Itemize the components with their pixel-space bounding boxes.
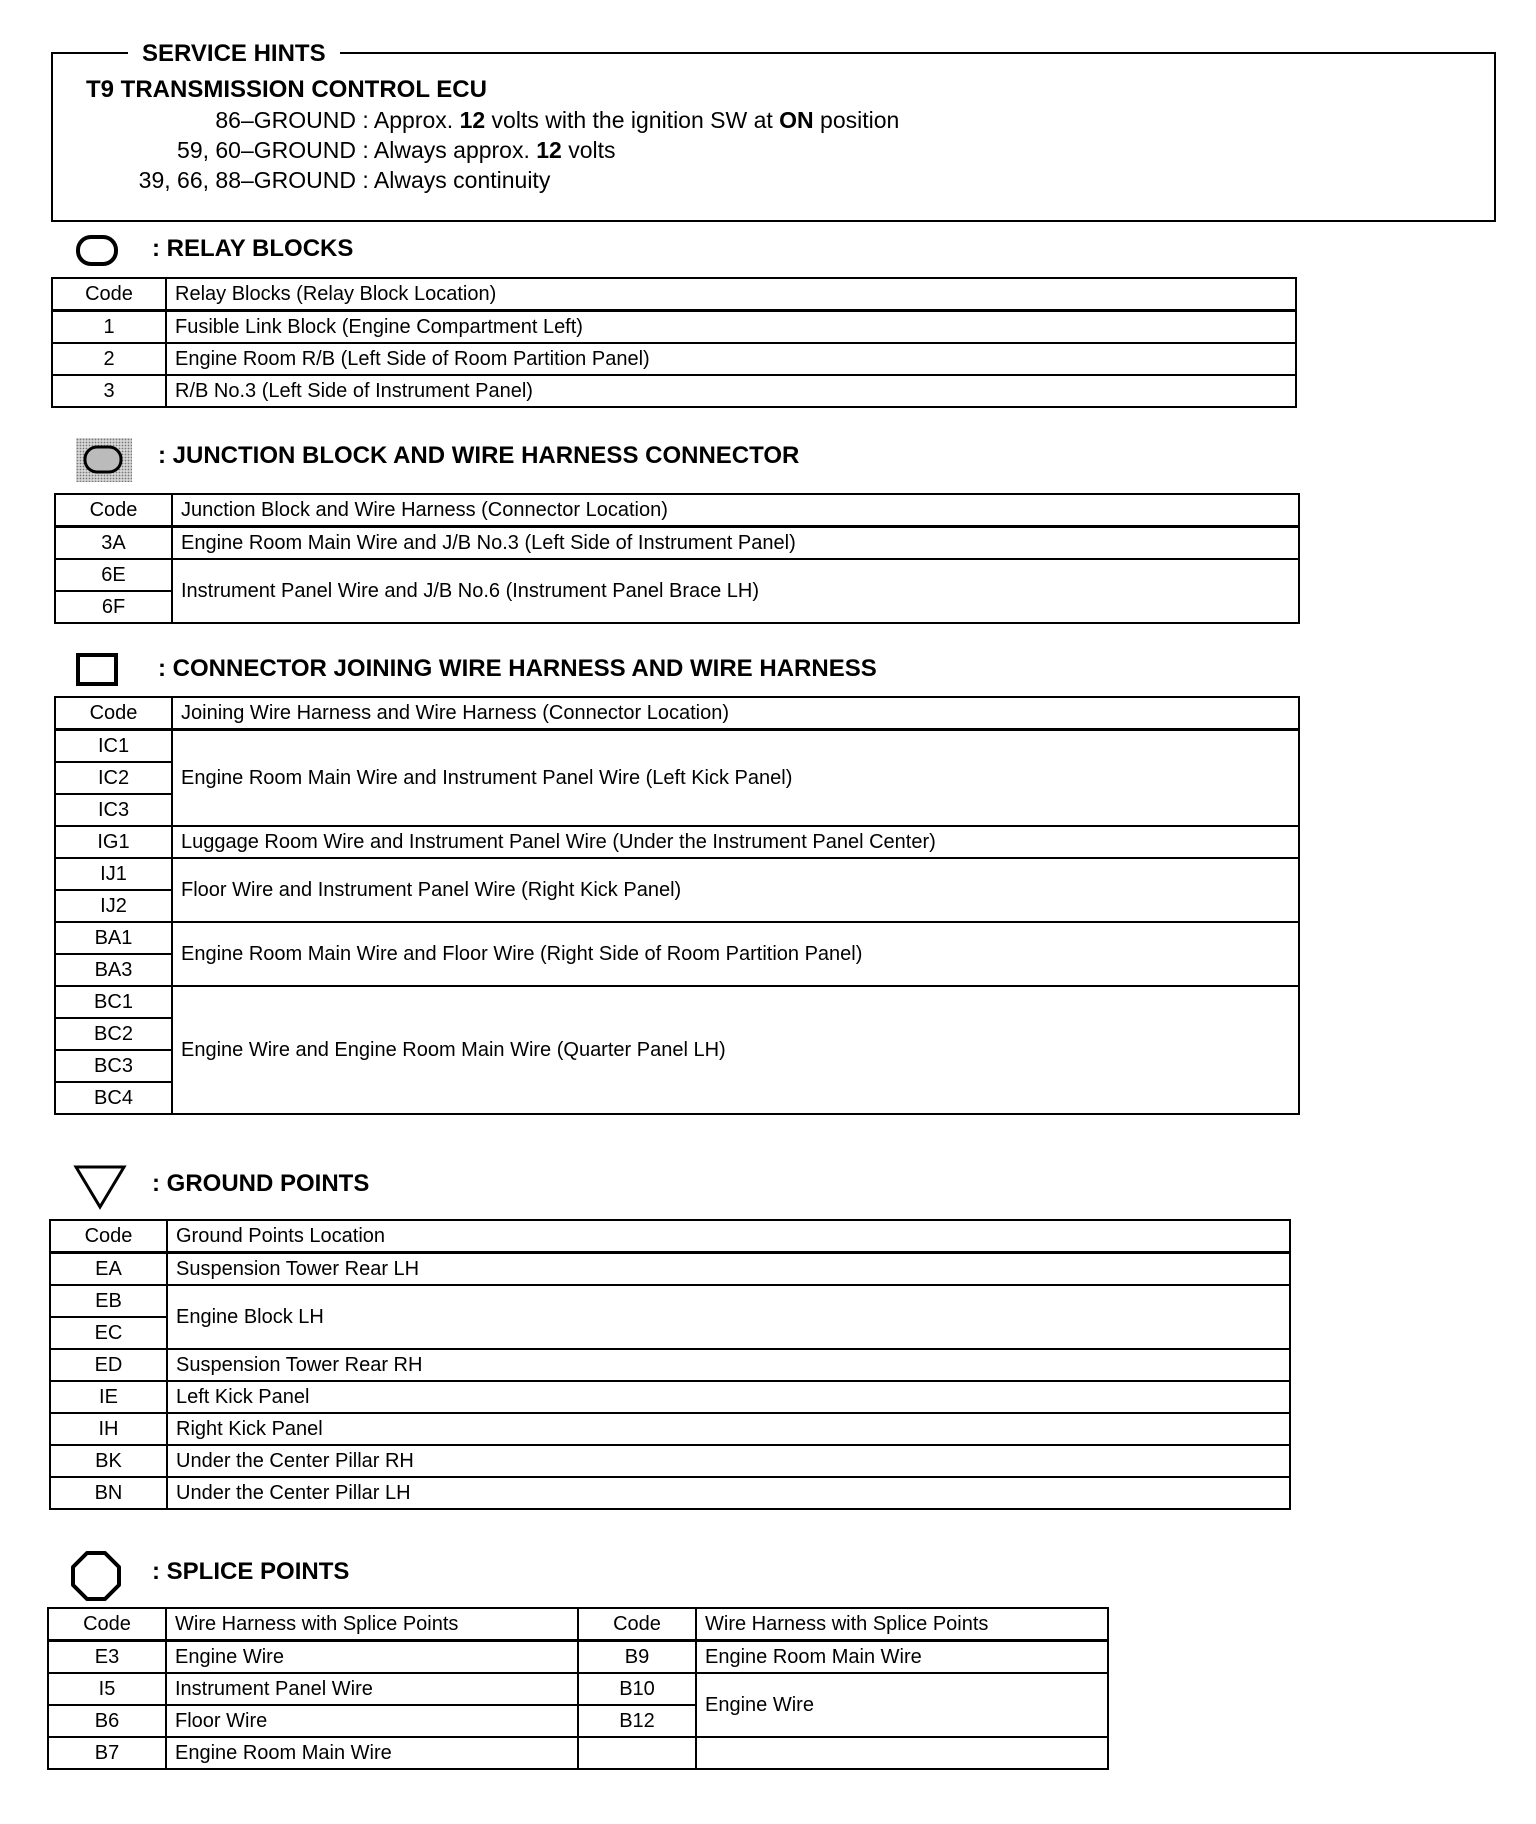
hint-line: [86, 167, 550, 194]
column-header-description: Relay Blocks (Relay Block Location): [166, 278, 1296, 311]
code-cell: 6E: [55, 559, 172, 591]
hint-line: [86, 137, 616, 164]
table-row: [50, 1445, 1290, 1477]
wire-harness-cell: Engine Room Main Wire: [696, 1641, 1108, 1674]
table-header-row: [50, 1220, 1290, 1253]
column-header-code: Code: [55, 494, 172, 527]
code-cell: 3A: [55, 527, 172, 560]
hint-text: Always continuity: [373, 167, 551, 193]
location-cell: R/B No.3 (Left Side of Instrument Panel): [166, 375, 1296, 407]
location-cell: Engine Room Main Wire and Instrument Panel Wire (Left Kick Panel): [172, 730, 1299, 827]
location-cell: Engine Room R/B (Left Side of Room Partition Panel): [166, 343, 1296, 375]
table-header-row: [55, 494, 1299, 527]
column-header-description: Wire Harness with Splice Points: [696, 1608, 1108, 1641]
code-cell: 1: [52, 311, 166, 344]
code-cell: EA: [50, 1253, 167, 1286]
wire-harness-cell: Engine Wire: [696, 1673, 1108, 1737]
column-header-code: Code: [52, 278, 166, 311]
hint-colon: :: [356, 107, 374, 133]
code-cell: IE: [50, 1381, 167, 1413]
table-row: [55, 559, 1299, 591]
code-cell: ED: [50, 1349, 167, 1381]
hint-text: Approx.: [373, 107, 460, 133]
location-cell: Floor Wire and Instrument Panel Wire (Right Kick Panel): [172, 858, 1299, 922]
location-cell: Engine Room Main Wire and J/B No.3 (Left Side of Instrument Panel): [172, 527, 1299, 560]
location-cell: Under the Center Pillar LH: [167, 1477, 1290, 1509]
code-cell: B9: [578, 1641, 696, 1674]
table-row: [52, 375, 1296, 407]
code-cell: B10: [578, 1673, 696, 1705]
table-row: [55, 858, 1299, 890]
junction-block-icon: [76, 438, 132, 482]
code-cell: BC2: [55, 1018, 172, 1050]
hint-text: position: [813, 107, 900, 133]
code-cell: B7: [48, 1737, 166, 1769]
column-header-code: Code: [578, 1608, 696, 1641]
connectors-heading: : CONNECTOR JOINING WIRE HARNESS AND WIRE HARNESS: [158, 655, 877, 682]
column-header-description: Wire Harness with Splice Points: [166, 1608, 578, 1641]
location-cell: Suspension Tower Rear RH: [167, 1349, 1290, 1381]
splice-points-heading: : SPLICE POINTS: [152, 1558, 350, 1585]
table-row: [55, 730, 1299, 763]
code-cell: IJ1: [55, 858, 172, 890]
location-cell: Engine Block LH: [167, 1285, 1290, 1349]
table-row: [55, 986, 1299, 1018]
table-header-row: [55, 697, 1299, 730]
wire-harness-cell: Engine Room Main Wire: [166, 1737, 578, 1769]
code-cell: BN: [50, 1477, 167, 1509]
hint-text: volts: [561, 137, 616, 163]
hint-pins: 59, 60–GROUND: [177, 137, 356, 163]
code-cell: 2: [52, 343, 166, 375]
table-row: [48, 1673, 1108, 1705]
code-cell: IC3: [55, 794, 172, 826]
splice-points-table: [47, 1607, 1109, 1770]
connector-icon: [75, 652, 121, 688]
column-header-description: Junction Block and Wire Harness (Connector Location): [172, 494, 1299, 527]
table-row: [52, 343, 1296, 375]
junction-blocks-heading: : JUNCTION BLOCK AND WIRE HARNESS CONNECTOR: [158, 442, 800, 469]
code-cell: BC4: [55, 1082, 172, 1114]
location-cell: Left Kick Panel: [167, 1381, 1290, 1413]
code-cell: IH: [50, 1413, 167, 1445]
relay-blocks-heading: : RELAY BLOCKS: [152, 235, 354, 262]
column-header-code: Code: [48, 1608, 166, 1641]
code-cell: B6: [48, 1705, 166, 1737]
table-row: [50, 1285, 1290, 1317]
empty-cell: [578, 1737, 696, 1769]
hint-pins: 86–GROUND: [215, 107, 356, 133]
hint-colon: :: [356, 137, 374, 163]
column-header-description: Joining Wire Harness and Wire Harness (Connector Location): [172, 697, 1299, 730]
location-cell: Fusible Link Block (Engine Compartment Left): [166, 311, 1296, 344]
code-cell: E3: [48, 1641, 166, 1674]
wire-harness-cell: Floor Wire: [166, 1705, 578, 1737]
code-cell: IJ2: [55, 890, 172, 922]
code-cell: BC1: [55, 986, 172, 1018]
table-header-row: [52, 278, 1296, 311]
table-row: [55, 922, 1299, 954]
location-cell: Suspension Tower Rear LH: [167, 1253, 1290, 1286]
location-cell: Right Kick Panel: [167, 1413, 1290, 1445]
hint-colon: :: [356, 167, 374, 193]
hint-pins: 39, 66, 88–GROUND: [138, 167, 356, 193]
location-cell: Engine Wire and Engine Room Main Wire (Quarter Panel LH): [172, 986, 1299, 1114]
code-cell: BA1: [55, 922, 172, 954]
junction-blocks-table: [54, 493, 1300, 624]
code-cell: B12: [578, 1705, 696, 1737]
table-row: [48, 1641, 1108, 1674]
table-row: [50, 1477, 1290, 1509]
location-cell: Under the Center Pillar RH: [167, 1445, 1290, 1477]
location-cell: Engine Room Main Wire and Floor Wire (Right Side of Room Partition Panel): [172, 922, 1299, 986]
ecu-title: T9 TRANSMISSION CONTROL ECU: [86, 76, 487, 103]
hint-line: [86, 107, 899, 134]
relay-block-icon: [75, 234, 121, 268]
code-cell: 3: [52, 375, 166, 407]
code-cell: BC3: [55, 1050, 172, 1082]
location-cell: Instrument Panel Wire and J/B No.6 (Instrument Panel Brace LH): [172, 559, 1299, 623]
table-row: [55, 826, 1299, 858]
hint-value: 12: [536, 137, 562, 163]
table-row: [52, 311, 1296, 344]
service-hints-title: SERVICE HINTS: [128, 40, 340, 68]
ground-point-icon: [72, 1163, 128, 1211]
empty-cell: [696, 1737, 1108, 1769]
wire-harness-cell: Instrument Panel Wire: [166, 1673, 578, 1705]
code-cell: 6F: [55, 591, 172, 623]
code-cell: BK: [50, 1445, 167, 1477]
splice-point-icon: [70, 1550, 122, 1602]
hint-text: volts with the ignition SW at: [485, 107, 780, 133]
table-row: [50, 1349, 1290, 1381]
table-header-row: [48, 1608, 1108, 1641]
ground-points-heading: : GROUND POINTS: [152, 1170, 370, 1197]
wire-harness-cell: Engine Wire: [166, 1641, 578, 1674]
table-row: [50, 1413, 1290, 1445]
code-cell: IC2: [55, 762, 172, 794]
code-cell: BA3: [55, 954, 172, 986]
code-cell: IG1: [55, 826, 172, 858]
table-row: [50, 1253, 1290, 1286]
code-cell: EB: [50, 1285, 167, 1317]
code-cell: EC: [50, 1317, 167, 1349]
column-header-code: Code: [55, 697, 172, 730]
ground-points-table: [49, 1219, 1291, 1510]
connectors-table: [54, 696, 1300, 1115]
hint-text: Always approx.: [373, 137, 537, 163]
hint-value: 12: [459, 107, 486, 133]
hint-state: ON: [779, 107, 814, 133]
relay-blocks-table: [51, 277, 1297, 408]
location-cell: Luggage Room Wire and Instrument Panel Wire (Under the Instrument Panel Center): [172, 826, 1299, 858]
table-row: [48, 1737, 1108, 1769]
table-row: [55, 527, 1299, 560]
code-cell: I5: [48, 1673, 166, 1705]
column-header-description: Ground Points Location: [167, 1220, 1290, 1253]
table-row: [50, 1381, 1290, 1413]
column-header-code: Code: [50, 1220, 167, 1253]
code-cell: IC1: [55, 730, 172, 763]
